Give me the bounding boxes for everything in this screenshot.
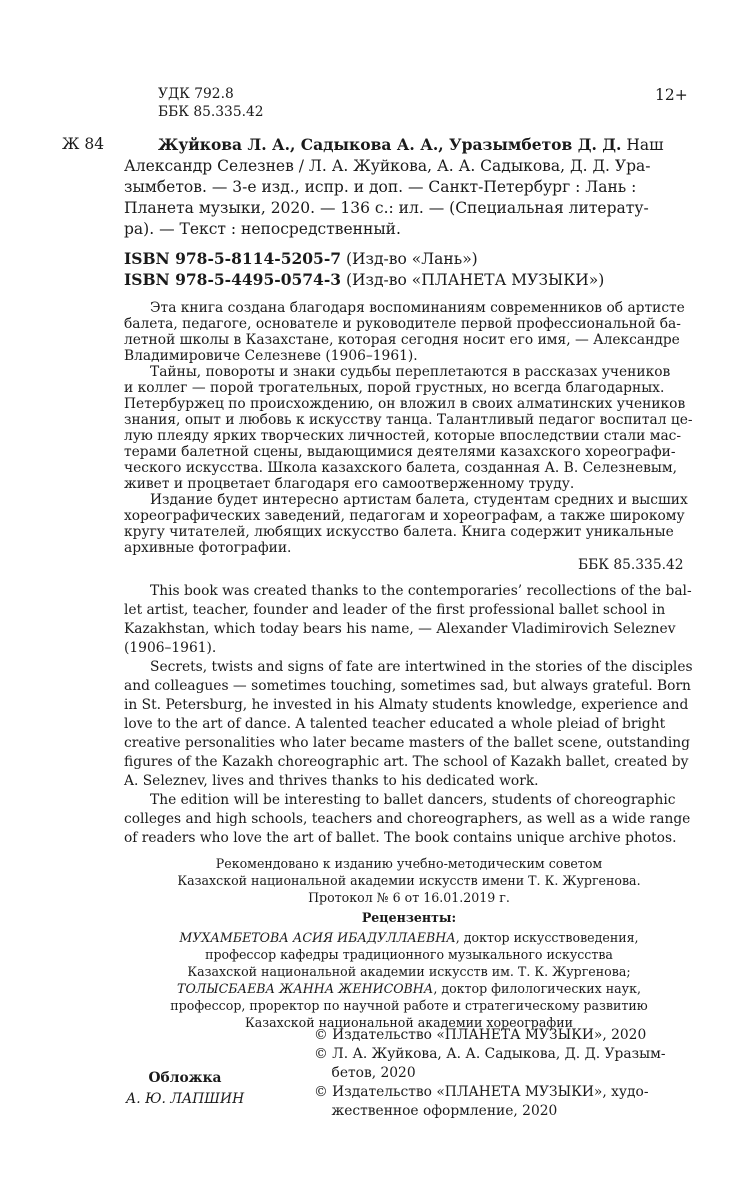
annotation-ru-line: Тайны, повороты и знаки судьбы переплетаются в рассказах учеников bbox=[150, 364, 671, 380]
annotation-ru-line: летной школы в Казахстане, которая сегодня носит его имя, — Александре bbox=[124, 332, 680, 348]
reviewer-1-degree: , доктор искусствоведения, bbox=[455, 930, 639, 945]
annotation-en-line: The edition will be interesting to ballet dancers, students of choreographic bbox=[150, 792, 676, 808]
cover-artist: А. Ю. ЛАПШИН bbox=[125, 1091, 245, 1107]
annotation-en-line: Secrets, twists and signs of fate are intertwined in the stories of the disciples bbox=[150, 659, 693, 675]
annotation-ru-line: ческого искусства. Школа казахского балета, созданная А. В. Селезневым, bbox=[124, 460, 677, 476]
copyright-line: © Издательство «ПЛАНЕТА МУЗЫКИ», худо- bbox=[314, 1084, 649, 1100]
annotation-ru-line: Эта книга создана благодаря воспоминаниям современников об артисте bbox=[150, 300, 685, 316]
reviewers-heading: Рецензенты: bbox=[361, 910, 457, 925]
annotation-en-line: in St. Petersburg, he invested in his Almaty students knowledge, experience and bbox=[124, 697, 689, 713]
annotation-ru-line: Издание будет интересно артистам балета, студентам средних и высших bbox=[150, 492, 688, 508]
recommendation-line: Рекомендовано к изданию учебно-методическим советом bbox=[215, 856, 603, 871]
title-start: Наш bbox=[626, 136, 664, 154]
annotation-en-line: creative personalities who later became masters of the ballet scene, outstanding bbox=[124, 735, 690, 751]
isbn-line-2 bbox=[124, 270, 604, 289]
isbn-publisher: (Изд-во «ПЛАНЕТА МУЗЫКИ») bbox=[345, 271, 605, 289]
annotation-ru-line: Петербуржец по происхождению, он вложил в своих алматинских учеников bbox=[124, 396, 686, 412]
recommendation-line: Казахской национальной академии искусств имени Т. К. Жургенова. bbox=[177, 873, 641, 888]
copyright-line: жественное оформление, 2020 bbox=[314, 1103, 558, 1119]
isbn-line-1 bbox=[124, 249, 478, 268]
bibliographic-first-line bbox=[158, 135, 664, 154]
annotation-ru-line: Владимировиче Селезневе (1906–1961). bbox=[124, 348, 418, 364]
bib-line: Планета музыки, 2020. — 136 с.: ил. — (Специальная литерату- bbox=[124, 199, 649, 217]
udk-code: УДК 792.8 bbox=[158, 86, 234, 102]
reviewer-1-line: профессор кафедры традиционного музыкального искусства bbox=[205, 947, 613, 962]
annotation-ru-line: лую плеяду ярких творческих личностей, которые впоследствии стали мас- bbox=[124, 428, 682, 444]
reviewer-2-line: Казахской национальной академии хореографии bbox=[244, 1015, 574, 1030]
annotation-ru-line: кругу читателей, любящих искусство балета. Книга содержит уникальные bbox=[124, 524, 674, 540]
authors: Жуйкова Л. А., Садыкова А. А., Уразымбетов Д. Д. bbox=[158, 135, 622, 154]
annotation-en-line: Kazakhstan, which today bears his name, — Alexander Vladimirovich Seleznev bbox=[124, 621, 676, 637]
annotation-ru-line: живет и процветает благодаря его самоотверженному труду. bbox=[124, 476, 575, 492]
annotation-ru-line: и коллег — порой трогательных, порой грустных, но всегда благодарных. bbox=[124, 380, 665, 396]
annotation-en-line: A. Seleznev, lives and thrives thanks to his dedicated work. bbox=[124, 773, 539, 789]
bbk-code: ББК 85.335.42 bbox=[158, 104, 264, 120]
annotation-ru-line: знания, опыт и любовь к искусству танца. Талантливый педагог воспитал це- bbox=[124, 412, 693, 428]
annotation-en-line: and colleagues — sometimes touching, sometimes sad, but always grateful. Born bbox=[124, 678, 691, 694]
copyright-line: © Издательство «ПЛАНЕТА МУЗЫКИ», 2020 bbox=[314, 1027, 647, 1043]
annotation-ru-line: архивные фотографии. bbox=[124, 540, 292, 556]
annotation-en-line: let artist, teacher, founder and leader of the first professional ballet school in bbox=[124, 602, 666, 618]
annotation-en-line: This book was created thanks to the contemporaries’ recollections of the bal- bbox=[150, 583, 692, 599]
recommendation-line: Протокол № 6 от 16.01.2019 г. bbox=[308, 890, 510, 905]
isbn-publisher: (Изд-во «Лань») bbox=[345, 250, 478, 268]
age-rating: 12+ bbox=[655, 86, 688, 104]
annotation-en-line: love to the art of dance. A talented teacher educated a whole pleiad of bright bbox=[124, 716, 666, 732]
isbn-number: ISBN 978-5-4495-0574-3 bbox=[124, 270, 342, 289]
copyright-line: бетов, 2020 bbox=[314, 1065, 416, 1081]
annotation-en-line: of readers who love the art of ballet. The book contains unique archive photos. bbox=[124, 830, 677, 846]
reviewer-1-line: Казахской национальной академии искусств им. Т. К. Жургенова; bbox=[187, 964, 631, 979]
annotation-en-line: colleges and high schools, teachers and choreographers, as well as a wide range bbox=[124, 811, 691, 827]
annotation-en-line: figures of the Kazakh choreographic art. The school of Kazakh ballet, created by bbox=[124, 754, 689, 770]
bib-line: ра). — Текст : непосредственный. bbox=[124, 220, 401, 238]
isbn-number: ISBN 978-5-8114-5205-7 bbox=[124, 249, 342, 268]
author-mark: Ж 84 bbox=[62, 135, 105, 153]
cover-label: Обложка bbox=[148, 1070, 222, 1086]
copyright-line: © Л. А. Жуйкова, А. А. Садыкова, Д. Д. Уразым- bbox=[314, 1046, 666, 1062]
reviewer-2-first-line bbox=[124, 981, 694, 996]
reviewer-1-first-line bbox=[124, 930, 694, 945]
bib-line: зымбетов. — 3-е изд., испр. и доп. — Санкт-Петербург : Лань : bbox=[124, 178, 637, 196]
annotation-ru-line: терами балетной сцены, выдающимися деятелями казахского хореографи- bbox=[124, 444, 676, 460]
annotation-ru-line: хореографических заведений, педагогам и хореографам, а также широкому bbox=[124, 508, 685, 524]
reviewer-1-name: МУХАМБЕТОВА АСИЯ ИБАДУЛЛАЕВНА bbox=[179, 930, 456, 945]
bib-line: Александр Селезнев / Л. А. Жуйкова, А. А. Садыкова, Д. Д. Ура- bbox=[124, 157, 651, 175]
reviewer-2-degree: , доктор филологических наук, bbox=[433, 981, 641, 996]
annotation-en-line: (1906–1961). bbox=[124, 640, 217, 656]
annotation-ru-line: балета, педагоге, основателе и руководителе первой профессиональной ба- bbox=[124, 316, 681, 332]
reviewer-2-line: профессор, проректор по научной работе и стратегическому развитию bbox=[170, 998, 648, 1013]
bbk-code-repeat: ББК 85.335.42 bbox=[578, 557, 684, 573]
reviewer-2-name: ТОЛЫСБАЕВА ЖАННА ЖЕНИСОВНА bbox=[177, 981, 434, 996]
